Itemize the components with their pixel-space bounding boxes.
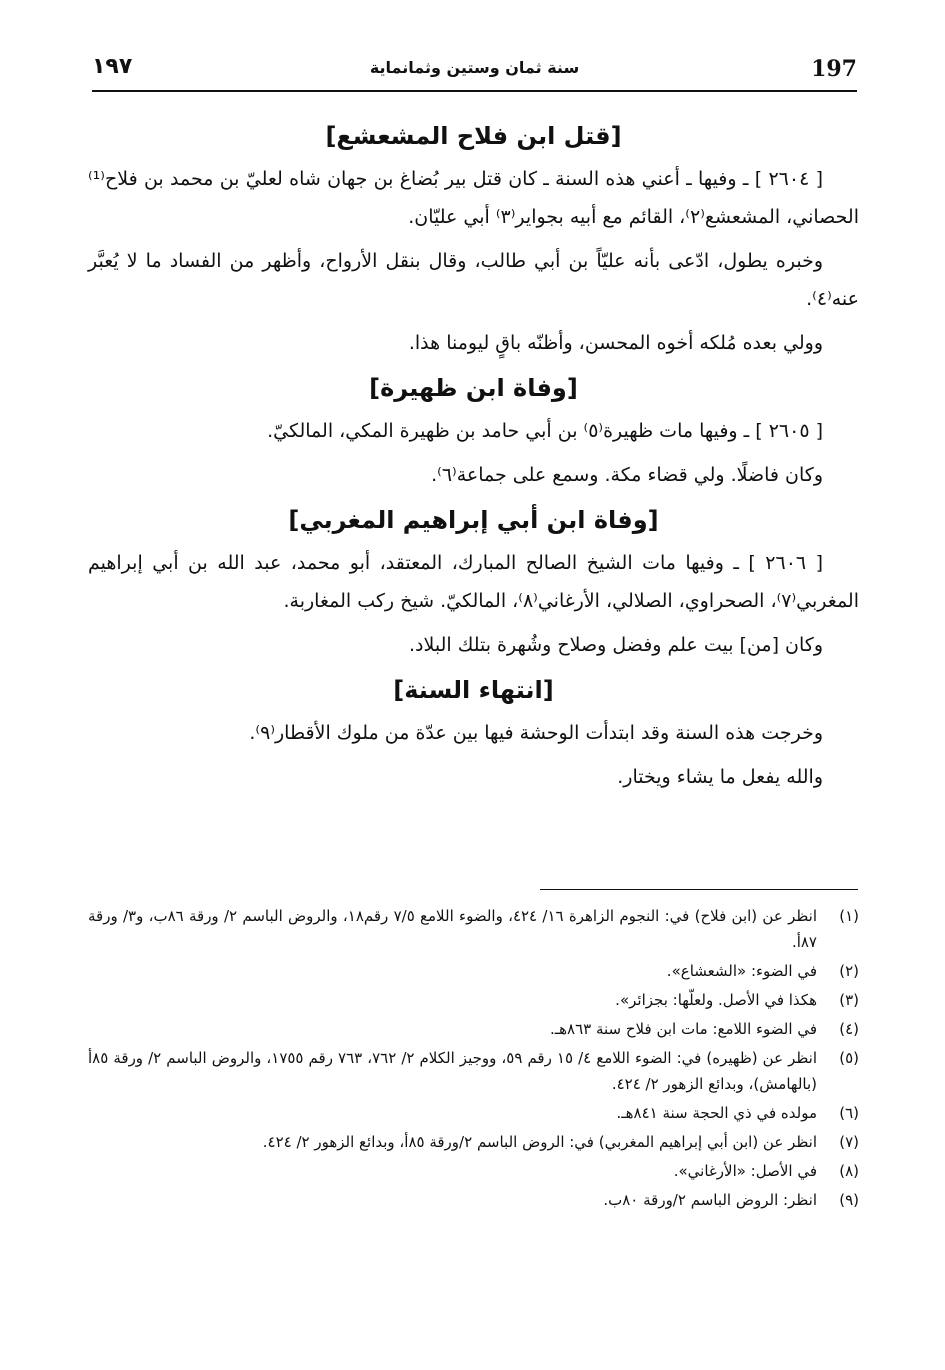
page-header (92, 50, 857, 92)
running-title: سنة ثمان وستين وثمانماية (369, 58, 580, 77)
footnote (88, 903, 859, 955)
paragraph: وخرجت هذه السنة وقد ابتدأت الوحشة فيها بين عدّة من ملوك الأقطار⁽٩⁾. (249, 722, 823, 744)
footnote (88, 1158, 859, 1184)
footnote (88, 1045, 859, 1097)
footnote (88, 1016, 859, 1042)
footnote (88, 1187, 859, 1213)
footnote-text: في الضوء اللامع: مات ابن فلاح سنة ٨٦٣هـ. (549, 1020, 817, 1038)
footnote (88, 1100, 859, 1126)
footnote-text: مولده في ذي الحجة سنة ٨٤١هـ. (616, 1104, 817, 1122)
footnote-text: في الضوء: «الشعشاع». (666, 962, 817, 980)
footnote-number: (٩) (839, 1191, 859, 1209)
footnote (88, 958, 859, 984)
paragraph: [ ٢٦٠٥ ] ـ وفيها مات ظهيرة⁽٥⁾ بن أبي حامد بن ظهيرة المكي، المالكيّ. (267, 420, 823, 442)
paragraph: وخبره يطول، ادّعى بأنه عليّاً بن أبي طالب، وقال بنقل الأرواح، وأظهر من الفساد ما لا يُعبَّر عنه⁽٤⁾. (88, 250, 859, 310)
main-text (88, 112, 859, 802)
paragraph: [ ٢٦٠٦ ] ـ وفيها مات الشيخ الصالح المبارك، المعتقد، أبو محمد، عبد الله بن أبي إبراهيم المغربي⁽٧⁾، الصحراوي، الصلالي، الأرغاني⁽٨⁾، المالكيّ. شيخ ركب المغاربة. (88, 552, 859, 612)
footnote-number: (٢) (839, 962, 859, 980)
footnote-number: (٥) (839, 1049, 859, 1067)
paragraph: وكان فاضلًا. ولي قضاء مكة. وسمع على جماعة⁽٦⁾. (431, 464, 823, 486)
footnotes (88, 903, 859, 1216)
footnote-number: (٧) (839, 1133, 859, 1151)
section-heading: [وفاة ابن أبي إبراهيم المغربي] (288, 506, 659, 534)
footnote-number: (١) (839, 907, 859, 925)
footnote-number: (٣) (839, 991, 859, 1009)
footnote-text: انظر عن (ظهيره) في: الضوء اللامع ٤/ ١٥ رقم ٥٩، ووجيز الكلام ٢/ ٧٦٢، ٧٦٣ رقم ١٧٥٥، والروض الباسم ٢/ ورقة ٨٥أ (بالهامش)، وبدائع الزهور ٢/ ٤٢٤. (88, 1049, 818, 1093)
footnote-text: انظر: الروض الباسم ٢/ورقة ٨٠ب. (603, 1191, 817, 1209)
footnote-separator (540, 889, 858, 890)
footnote-text: هكذا في الأصل. ولعلّها: بجزائر». (615, 991, 817, 1009)
page-number-arabic: ١٩٧ (92, 54, 133, 79)
paragraph: وولي بعده مُلكه أخوه المحسن، وأظنّه باقٍ ليومنا هذا. (408, 332, 823, 354)
footnote-number: (٦) (839, 1104, 859, 1122)
footnote (88, 987, 859, 1013)
paragraph: والله يفعل ما يشاء ويختار. (617, 766, 823, 788)
footnote-number: (٤) (839, 1020, 859, 1038)
section-heading: [قتل ابن فلاح المشعشع] (325, 122, 622, 150)
footnote-number: (٨) (839, 1162, 859, 1180)
section-heading: [انتهاء السنة] (393, 676, 554, 704)
section-heading: [وفاة ابن ظهيرة] (369, 374, 578, 402)
footnote (88, 1129, 859, 1155)
paragraph: [ ٢٦٠٤ ] ـ وفيها ـ أعني هذه السنة ـ كان قتل بير بُضاغ بن جهان شاه لعليّ بن محمد بن فلاح⁽¹⁾ الحصاني، المشعشع⁽٢⁾، القائم مع أبيه بجواير⁽٣⁾ أبي عليّان. (88, 168, 859, 228)
footnote-text: انظر عن (ابن أبي إبراهيم المغربي) في: الروض الباسم ٢/ورقة ٨٥أ، وبدائع الزهور ٢/ ٤٢٤. (262, 1133, 817, 1151)
footnote-text: في الأصل: «الأرغاني». (673, 1162, 817, 1180)
page-number-latin: 197 (811, 56, 857, 82)
footnote-text: انظر عن (ابن فلاح) في: النجوم الزاهرة ١٦/ ٤٢٤، والضوء اللامع ٧/٥ رقم١٨، والروض الباسم ٢/ ورقة ٨٦ب، و٣/ ورقة ٨٧أ. (88, 907, 818, 951)
paragraph: وكان [من] بيت علم وفضل وصلاح وشُهرة بتلك البلاد. (409, 634, 823, 656)
